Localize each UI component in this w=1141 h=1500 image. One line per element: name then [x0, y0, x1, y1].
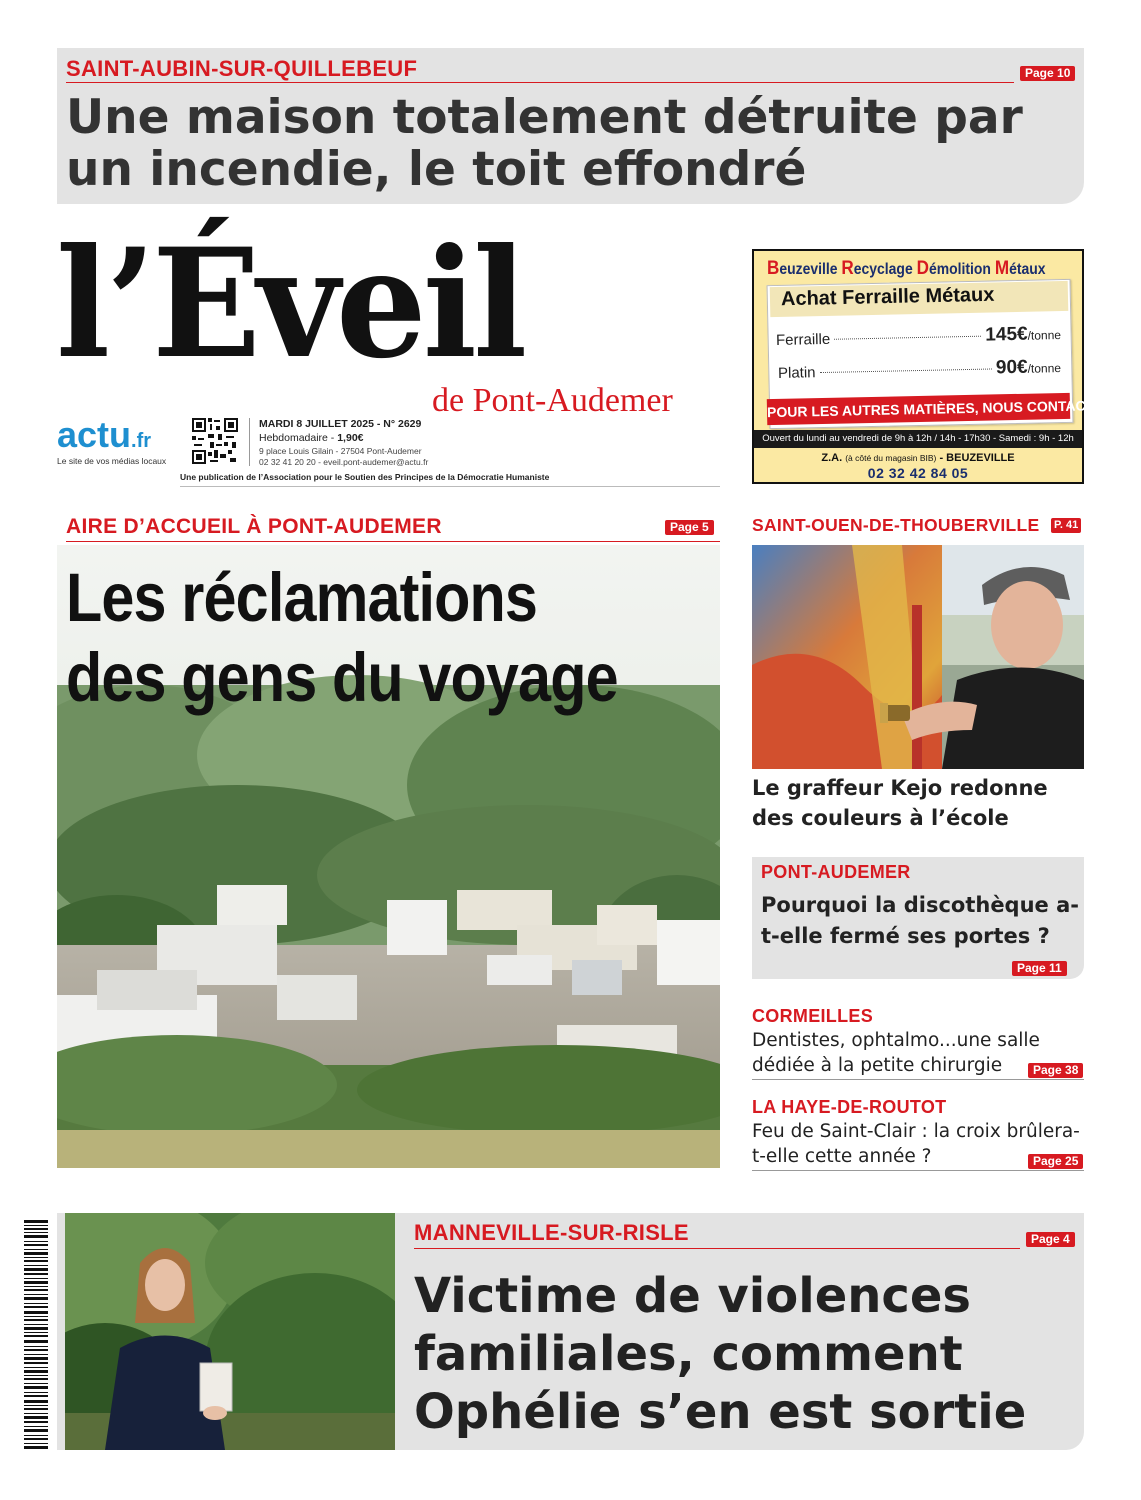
address-line: 9 place Louis Gilain - 27504 Pont-Audemer [259, 446, 422, 456]
ad-row-label: Ferraille [775, 330, 831, 349]
ad-row-unit: /tonne [1027, 361, 1062, 376]
masthead-rule [180, 486, 720, 487]
bottom-story-page-badge[interactable]: Page 4 [1026, 1232, 1075, 1247]
right-story-3-page-badge[interactable]: Page 38 [1028, 1063, 1083, 1078]
contact-line[interactable]: 02 32 41 20 20 - eveil.pont-audemer@actu.fr [259, 457, 429, 467]
ad-row-price: 90€ [995, 356, 1028, 379]
graffiti-artist-photo[interactable] [752, 545, 1084, 769]
bottom-story-rule [414, 1248, 1020, 1249]
right-story-4-page-badge[interactable]: Page 25 [1028, 1154, 1083, 1169]
ad-location-prefix: Z.A. [821, 452, 846, 464]
right-story-1-kicker: SAINT-OUEN-DE-THOUBERVILLE [752, 515, 1040, 535]
barcode-icon [20, 1220, 52, 1450]
ad-phone-number[interactable]: 02 32 42 84 05 [867, 465, 969, 481]
price-label: 1,90€ [337, 432, 364, 444]
actu-logo-suffix: .fr [131, 430, 152, 452]
ad-title-cap-1: B [767, 258, 780, 279]
ad-contact-banner[interactable]: POUR LES AUTRES MATIÈRES, NOUS CONTACTER [767, 393, 1070, 425]
publisher-line: Une publication de l’Association pour le Soutien des Principes de la Démocratie Humaniste [180, 472, 550, 482]
right-story-3-headline[interactable]: Dentistes, ophtalmo...une salle dédiée à la petite chirurgie [752, 1030, 1040, 1076]
ad-subtitle: Achat Ferraille Métaux [780, 283, 995, 311]
actu-logo-text: actu [57, 414, 132, 455]
top-story-page-badge[interactable]: Page 10 [1020, 66, 1075, 81]
actu-logo[interactable] [57, 416, 151, 460]
issue-date-number: MARDI 8 JUILLET 2025 - N° 2629 [259, 418, 422, 430]
ad-title-cap-4: M [994, 258, 1010, 279]
frequency-label: Hebdomadaire - [259, 432, 338, 444]
right-story-4-headline[interactable]: Feu de Saint-Clair : la croix brûlera-t-elle cette année ? [752, 1121, 1080, 1167]
ad-title-rest-1: euzeville [779, 261, 842, 278]
ad-location-city: - BEUZEVILLE [936, 452, 1015, 464]
ad-title-rest-4: étaux [1009, 261, 1046, 278]
right-story-2-headline[interactable]: Pourquoi la discothèque a-t-elle fermé ses portes ? [761, 893, 1079, 948]
main-story-headline[interactable] [66, 558, 625, 718]
top-story-rule [66, 82, 1014, 83]
ad-title-rest-2: ecyclage [853, 261, 917, 278]
ad-row-dots [820, 368, 992, 373]
ad-title-rest-3: émolition [928, 261, 995, 278]
right-story-1-headline[interactable]: Le graffeur Kejo redonne des couleurs à l’école [752, 776, 1048, 830]
frequency-price [259, 432, 364, 444]
right-story-1-page-badge[interactable]: P. 41 [1051, 518, 1081, 533]
qr-code-icon[interactable] [192, 418, 238, 464]
ophelie-portrait-photo[interactable] [65, 1213, 395, 1450]
actu-tagline: Le site de vos médias locaux [57, 456, 167, 466]
main-headline-line-1: Les réclamations [66, 559, 538, 636]
newspaper-logo-subtitle: de Pont-Audemer [432, 382, 673, 419]
masthead-separator [249, 418, 250, 466]
ad-row-dots [834, 336, 981, 340]
right-story-4-kicker: LA HAYE-DE-ROUTOT [752, 1097, 947, 1117]
main-story-rule [66, 541, 720, 542]
bottom-story-headline[interactable]: Victime de violences familiales, comment Ophélie s’en est sortie [414, 1268, 1027, 1440]
right-story-2-page-badge[interactable]: Page 11 [1012, 961, 1067, 976]
ad-title-cap-3: D [916, 258, 929, 279]
ad-title [767, 258, 1046, 280]
ad-title-cap-2: R [841, 258, 854, 279]
main-headline-line-2: des gens du voyage [66, 639, 618, 716]
main-story-page-badge[interactable]: Page 5 [665, 520, 714, 535]
right-story-4-rule [752, 1170, 1084, 1171]
ad-opening-hours: Ouvert du lundi au vendredi de 9h à 12h / 14h - 17h30 - Samedi : 9h - 12h [754, 430, 1082, 448]
top-story-kicker: SAINT-AUBIN-SUR-QUILLEBEUF [66, 56, 418, 81]
bottom-story-kicker: MANNEVILLE-SUR-RISLE [414, 1220, 689, 1245]
main-story-kicker: AIRE D’ACCUEIL À PONT-AUDEMER [66, 515, 442, 538]
ad-location-note: (à côté du magasin BIB) [845, 453, 937, 463]
right-story-2-kicker: PONT-AUDEMER [761, 862, 911, 882]
ad-row-price: 145€ [985, 323, 1028, 346]
right-story-3-kicker: CORMEILLES [752, 1006, 874, 1026]
newspaper-logo: l’Éveil [56, 216, 524, 392]
ad-location [754, 452, 1082, 464]
ad-row-label: Platin [777, 364, 816, 382]
right-story-3-rule [752, 1079, 1084, 1080]
ad-row-unit: /tonne [1027, 328, 1062, 343]
top-story-headline[interactable]: Une maison totalement détruite par un incendie, le toit effondré [66, 90, 1023, 197]
